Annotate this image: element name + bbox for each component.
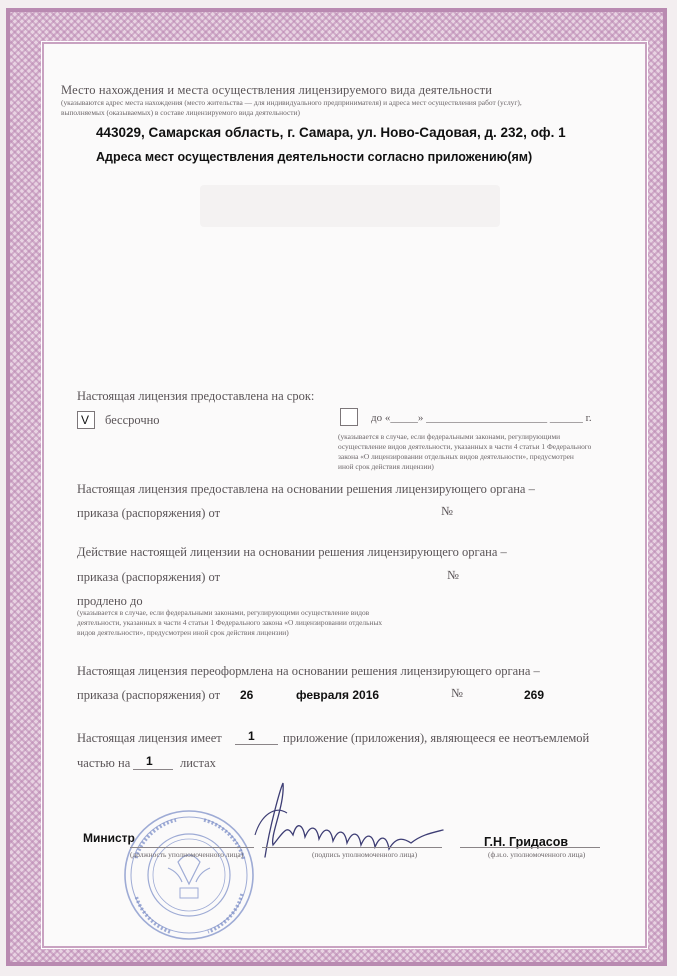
signatory-name: Г.Н. Гридасов [484, 835, 569, 849]
location-heading: Место нахождения и места осуществления лицензируемого вида деятельности [61, 83, 493, 97]
sheets-count: 1 [146, 754, 153, 768]
reissue-basis-text: Настоящая лицензия переоформлена на основании решения лицензирующего органа – [77, 664, 540, 678]
extension-basis-text: Действие настоящей лицензии на основании решения лицензирующего органа – [77, 545, 507, 559]
extension-note-line1: (указывается в случае, если федеральными законами, регулирующими осуществление видов [77, 608, 370, 617]
until-date-label: до «_____» ______________________ ______ г. [371, 412, 592, 424]
appendix-count-line [235, 744, 278, 745]
appendix-part-label: частью на [77, 756, 131, 770]
signature-caption: (подпись уполномоченного лица) [312, 850, 418, 859]
license-address: 443029, Самарская область, г. Самара, ул. Ново-Садовая, д. 232, оф. 1 [96, 125, 566, 140]
until-note-line1: (указывается в случае, если федеральными законами, регулирующими [338, 432, 561, 441]
location-note-line1: (указываются адрес места нахождения (место жительства — для индивидуального предпринимателя) и адреса мест осуществления работ (услуг), [61, 98, 522, 107]
extension-order-label: приказа (распоряжения) от [77, 570, 221, 584]
reissue-number-sign: № [451, 686, 463, 700]
name-line [460, 847, 600, 848]
extension-note-line3: видов деятельности», предусмотрен иной срок действия лицензии) [77, 628, 289, 637]
until-note-line3: закона «О лицензировании отдельных видов деятельности», предусмотрен [338, 452, 574, 461]
activity-addresses-note: Адреса мест осуществления деятельности согласно приложению(ям) [96, 150, 533, 164]
until-checkbox [340, 408, 358, 426]
extended-until-label: продлено до [77, 594, 143, 608]
reissue-number: 269 [524, 688, 545, 702]
name-caption: (ф.и.о. уполномоченного лица) [488, 850, 586, 859]
grant-order-label: приказа (распоряжения) от [77, 506, 221, 520]
watermark [200, 185, 500, 227]
unlimited-label: бессрочно [105, 413, 160, 427]
extension-number-sign: № [447, 568, 459, 582]
until-note-line2: осуществление видов деятельности, указанных в части 4 статьи 1 Федерального [338, 442, 592, 451]
term-label: Настоящая лицензия предоставлена на срок: [77, 389, 315, 403]
appendix-text: приложение (приложения), являющееся ее неотъемлемой [283, 731, 590, 745]
grant-number-sign: № [441, 504, 453, 518]
signatory-position: Министр [83, 831, 135, 845]
reissue-month-year: февраля 2016 [296, 688, 380, 702]
grant-basis-text: Настоящая лицензия предоставлена на основании решения лицензирующего органа – [77, 482, 535, 496]
position-caption: (должность уполномоченного лица) [130, 850, 244, 859]
reissue-day: 26 [240, 688, 254, 702]
unlimited-checkbox-mark: V [81, 413, 90, 427]
appendix-has-label: Настоящая лицензия имеет [77, 731, 222, 745]
signature-line [262, 847, 442, 848]
until-note-line4: иной срок действия лицензии) [338, 462, 434, 471]
sheets-label: листах [180, 756, 216, 770]
location-note-line2: выполняемых (оказываемых) в составе лицензируемого вида деятельности) [61, 108, 300, 117]
reissue-order-label: приказа (распоряжения) от [77, 688, 221, 702]
sheets-count-line [133, 769, 173, 770]
extension-note-line2: деятельности, указанных в части 4 статьи 1 Федерального закона «О лицензировании отдельных [77, 618, 383, 627]
appendix-count: 1 [248, 729, 255, 743]
unlimited-checkbox [77, 411, 95, 429]
